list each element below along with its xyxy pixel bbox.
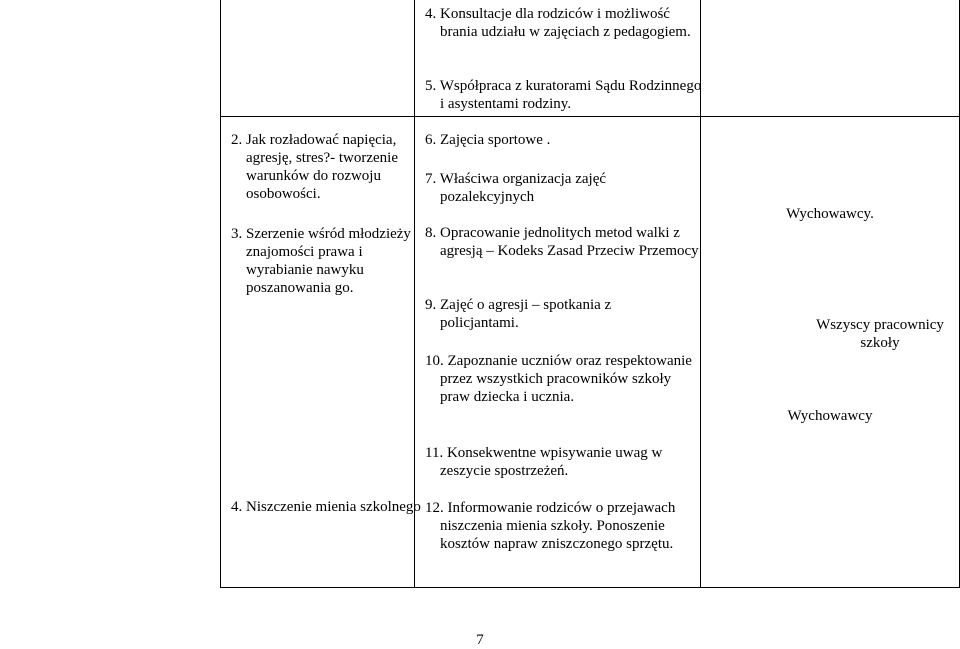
list-item: 4. Niszczenie mienia szkolnego	[231, 499, 421, 515]
list-item: 10. Zapoznanie uczniów oraz respektowanie przez wszystkich pracowników szkoły praw dziecka i ucznia.	[425, 353, 692, 405]
list-item: 12. Informowanie rodziców o przejawach niszczenia mienia szkoły. Ponoszenie kosztów napraw zniszczonego sprzętu.	[425, 500, 676, 552]
responsible-label: Wychowawcy.	[786, 206, 874, 222]
list-item: 6. Zajęcia sportowe .	[425, 132, 551, 148]
responsible-label: Wychowawcy	[787, 408, 873, 424]
list-item: 7. Właściwa organizacja zajęć pozalekcyjnych	[425, 171, 607, 205]
table-border-left	[220, 0, 221, 588]
responsible-label: Wszyscy pracownicy szkoły	[816, 317, 944, 351]
list-item: 2. Jak rozładować napięcia, agresję, stres?- tworzenie warunków do rozwoju osobowości.	[231, 132, 399, 202]
list-item: 4. Konsultacje dla rodziców i możliwość brania udziału w zajęciach z pedagogiem.	[425, 6, 691, 40]
table-row-divider	[220, 116, 960, 117]
table-border-bottom	[220, 587, 960, 588]
list-item: 5. Współpraca z kuratorami Sądu Rodzinnego i asystentami rodziny.	[425, 78, 702, 112]
list-item: 9. Zajęć o agresji – spotkania z policjantami.	[425, 297, 612, 331]
list-item: 11. Konsekwentne wpisywanie uwag w zeszycie spostrzeżeń.	[425, 445, 663, 479]
list-item: 8. Opracowanie jednolitych metod walki z agresją – Kodeks Zasad Przeciw Przemocy	[425, 225, 699, 259]
page-number: 7	[476, 632, 484, 648]
list-item: 3. Szerzenie wśród młodzieży znajomości prawa i wyrabianie nawyku poszanowania go.	[231, 226, 411, 296]
